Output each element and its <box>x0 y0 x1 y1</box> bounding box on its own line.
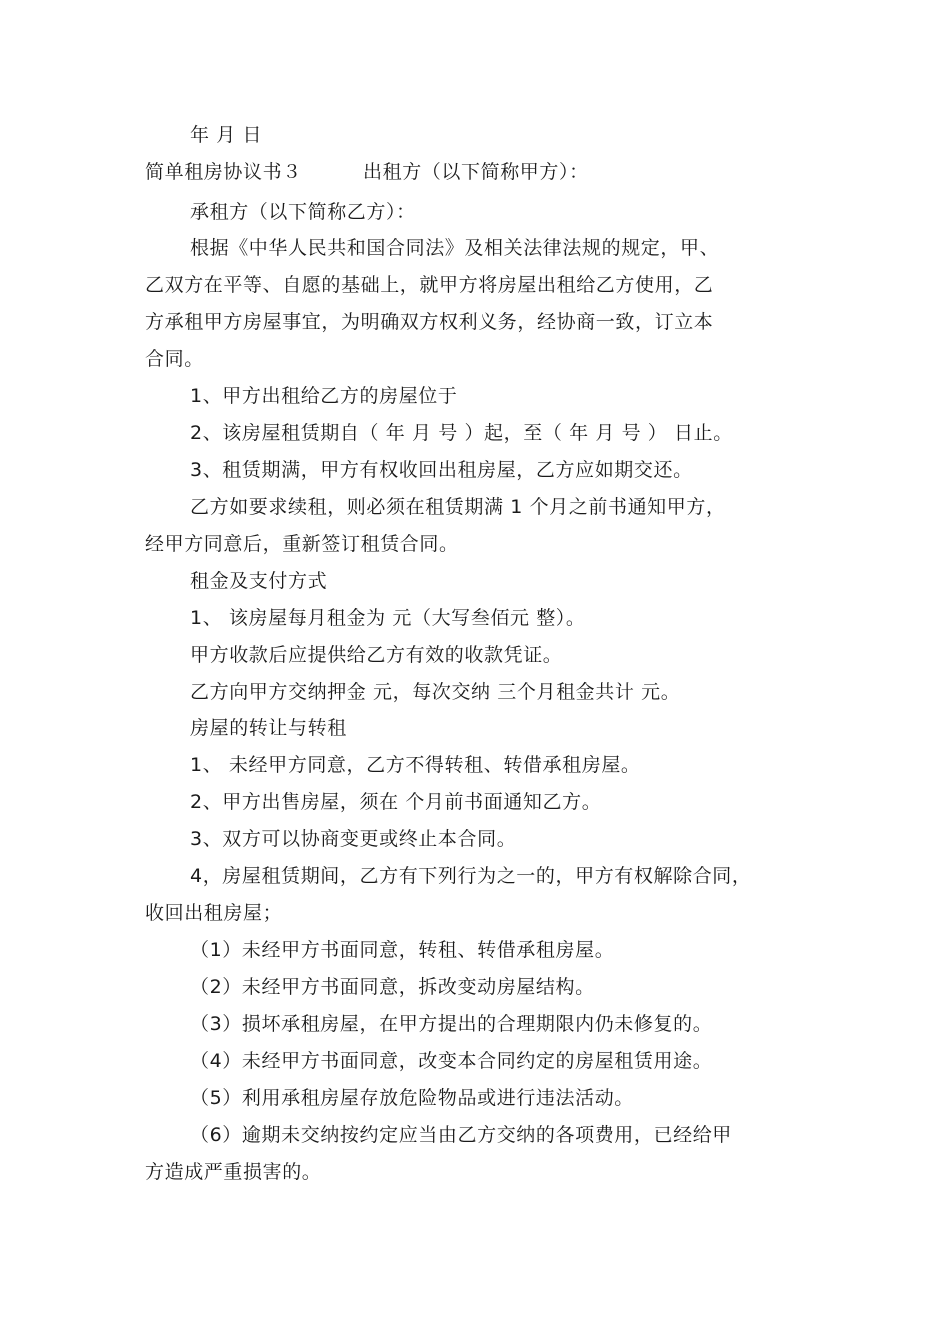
transfer-heading: 房屋的转让与转租 <box>190 717 347 739</box>
rent-item-3: 乙方向甲方交纳押金 元，每次交纳 三个月租金共计 元。 <box>190 681 681 703</box>
rent-item-2: 甲方收款后应提供给乙方有效的收款凭证。 <box>190 644 563 666</box>
clause-2: 2、该房屋租赁期自（ 年 月 号 ）起，至（ 年 月 号 ） 日止。 <box>190 422 733 444</box>
lessor-line: 出租方（以下简称甲方）： <box>363 161 589 183</box>
transfer-item-4-line-1: 4，房屋租赁期间，乙方有下列行为之一的，甲方有权解除合同， <box>190 865 752 887</box>
intro-line-2: 乙双方在平等、自愿的基础上，就甲方将房屋出租给乙方使用，乙 <box>145 274 714 296</box>
transfer-item-4-line-2: 收回出租房屋； <box>145 902 283 924</box>
list-item: （3）损坏承租房屋，在甲方提出的合理期限内仍未修复的。 <box>190 1013 713 1035</box>
list-item: （5）利用承租房屋存放危险物品或进行违法活动。 <box>190 1087 634 1109</box>
list-item: （4）未经甲方书面同意，改变本合同约定的房屋租赁用途。 <box>190 1050 713 1072</box>
intro-line-3: 方承租甲方房屋事宜，为明确双方权利义务，经协商一致，订立本 <box>145 311 714 333</box>
intro-line-1: 根据《中华人民共和国合同法》及相关法律法规的规定，甲、 <box>190 237 720 259</box>
intro-line-4: 合同。 <box>145 348 204 370</box>
transfer-item-1: 1、 未经甲方同意，乙方不得转租、转借承租房屋。 <box>190 754 641 776</box>
transfer-item-3: 3、双方可以协商变更或终止本合同。 <box>190 828 517 850</box>
list-item: （6）逾期未交纳按约定应当由乙方交纳的各项费用，已经给甲 <box>190 1124 732 1146</box>
renew-line-2: 经甲方同意后，重新签订租赁合同。 <box>145 533 459 555</box>
clause-1: 1、甲方出租给乙方的房屋位于 <box>190 385 458 407</box>
renew-line-1: 乙方如要求续租，则必须在租赁期满 1 个月之前书通知甲方， <box>190 496 726 518</box>
lessee-line: 承租方（以下简称乙方）： <box>190 201 416 223</box>
rent-heading: 租金及支付方式 <box>190 570 328 592</box>
list-item-continuation: 方造成严重损害的。 <box>145 1161 322 1183</box>
list-item: （2）未经甲方书面同意，拆改变动房屋结构。 <box>190 976 595 998</box>
document-title: 简单租房协议书３ <box>145 161 302 183</box>
rent-item-1: 1、 该房屋每月租金为 元（大写叁佰元 整）。 <box>190 607 586 629</box>
date-line: 年 月 日 <box>190 124 263 146</box>
clause-3: 3、租赁期满，甲方有权收回出租房屋，乙方应如期交还。 <box>190 459 693 481</box>
list-item: （1）未经甲方书面同意，转租、转借承租房屋。 <box>190 939 615 961</box>
transfer-item-2: 2、甲方出售房屋，须在 个月前书面通知乙方。 <box>190 791 602 813</box>
